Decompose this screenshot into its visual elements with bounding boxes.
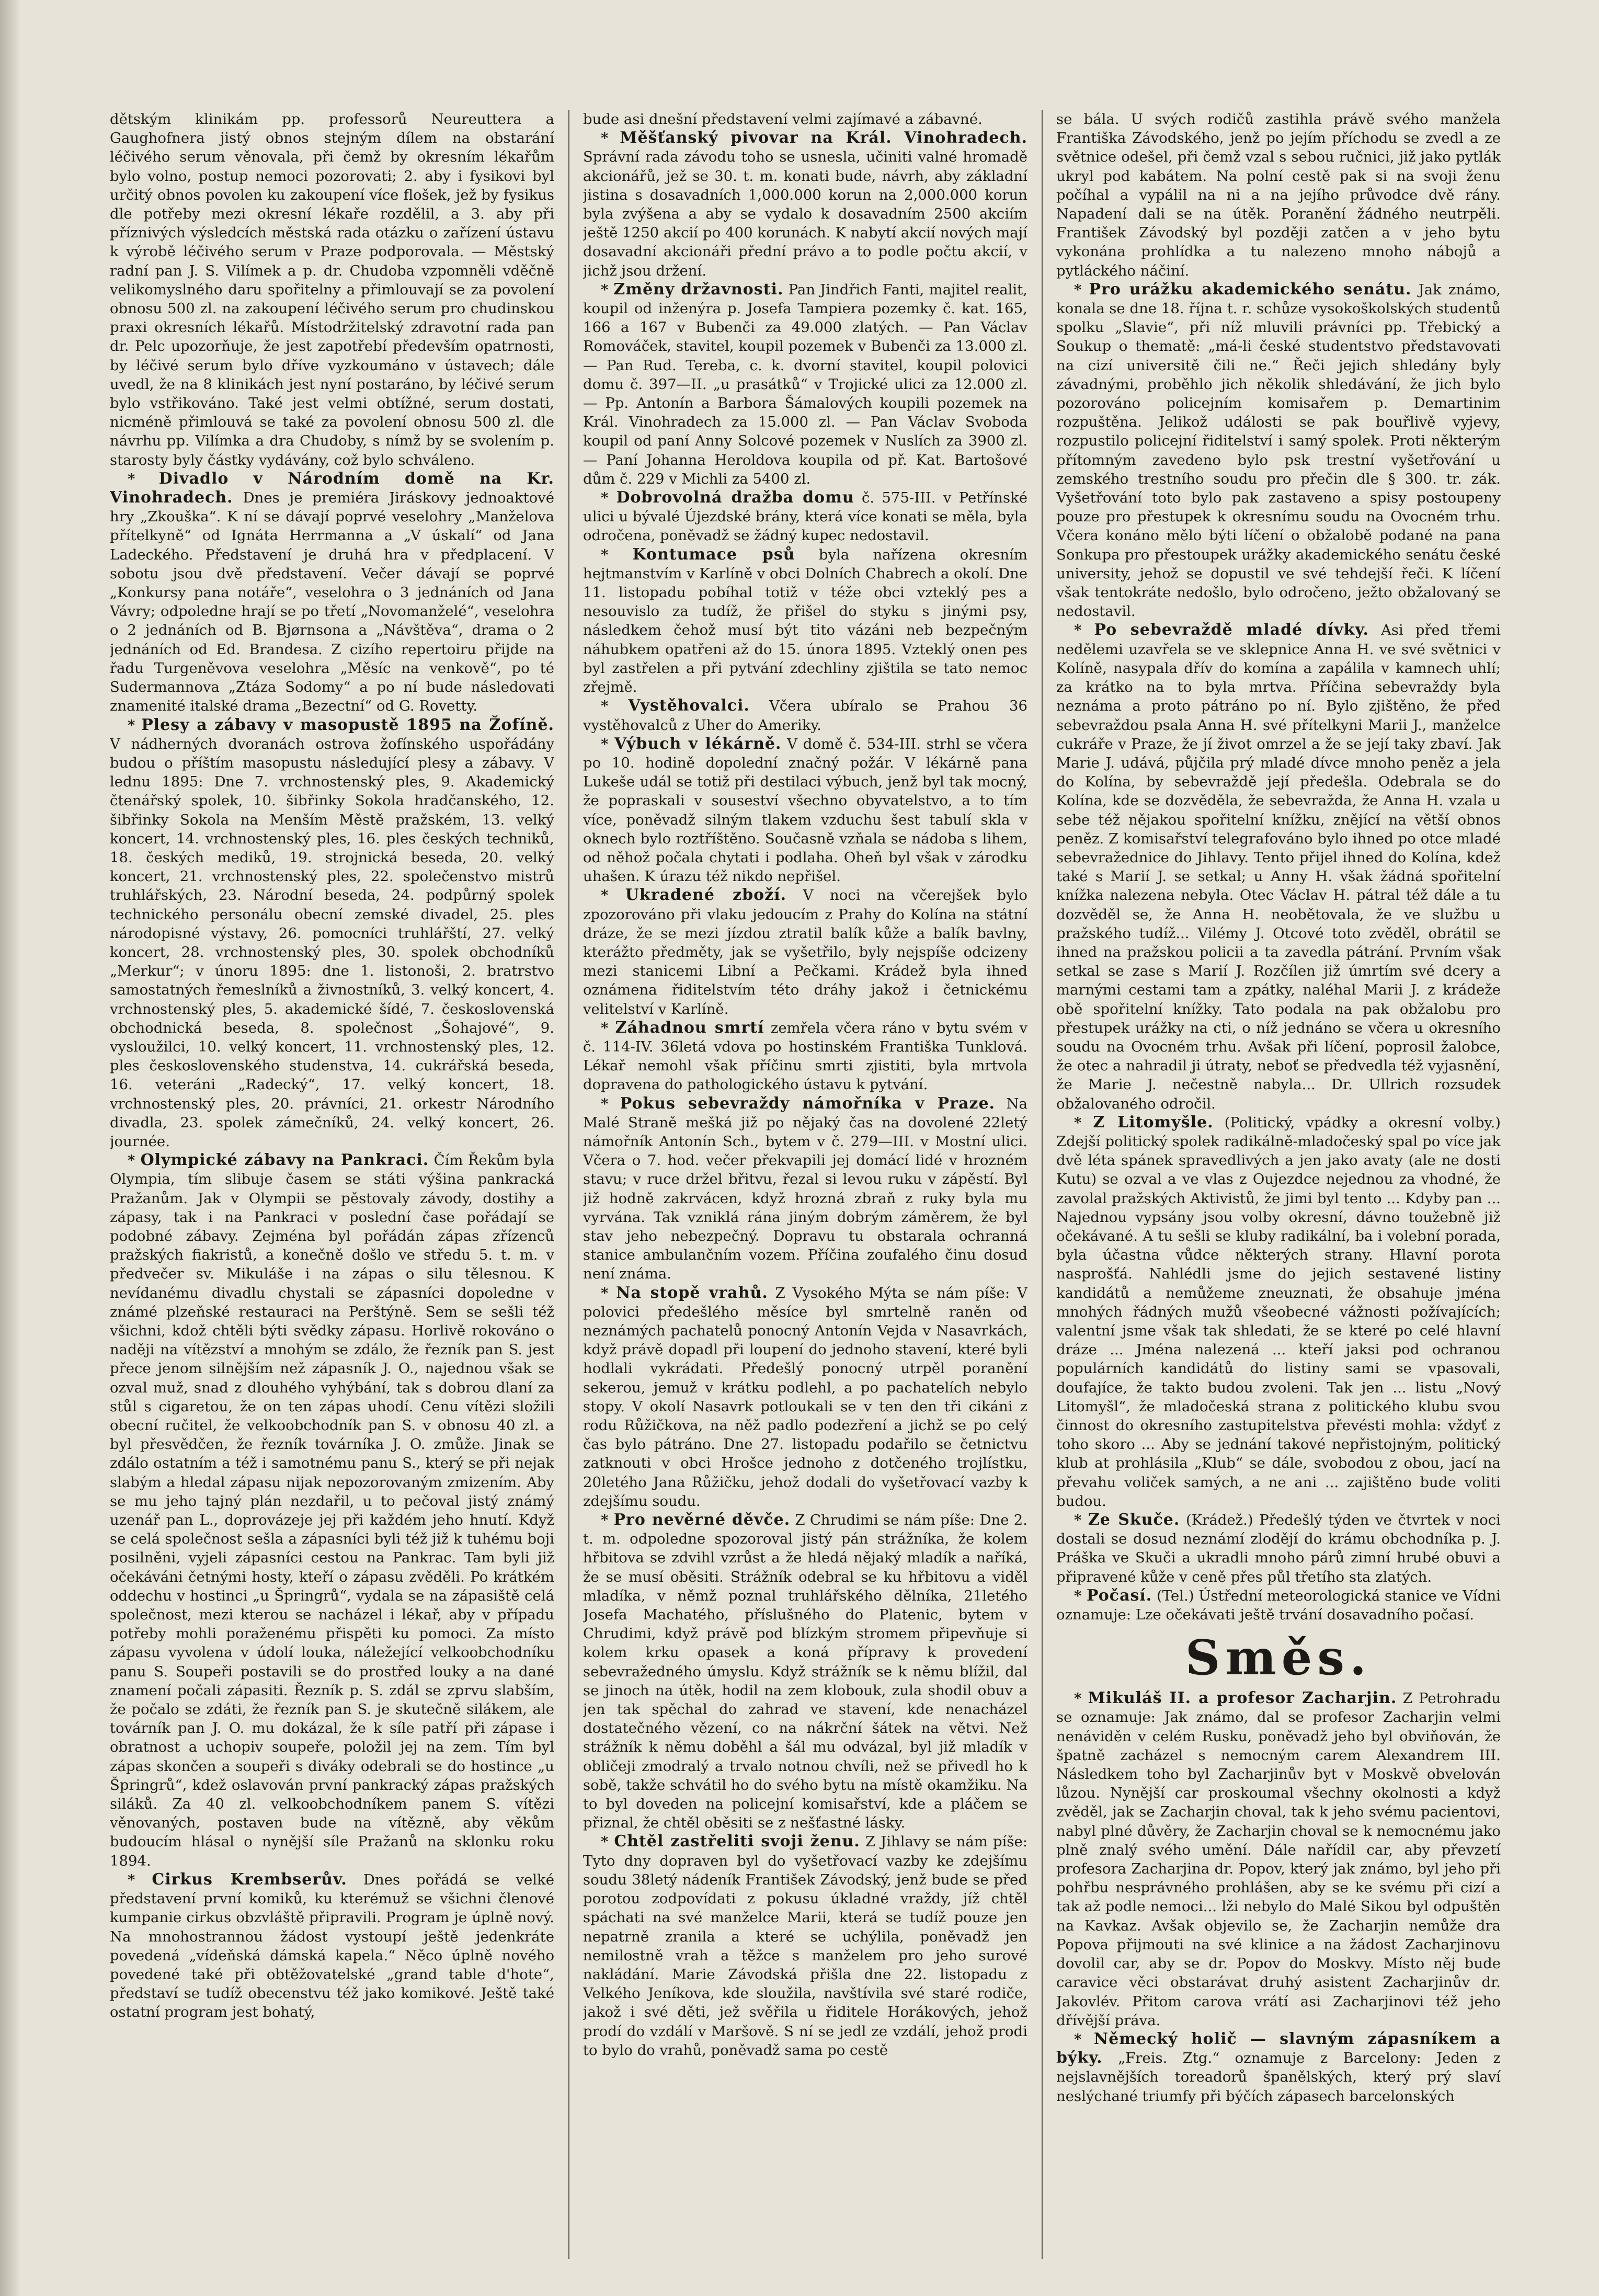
article-body: Čím Řekům byla Olympia, tím slibuje časem se státi výšina pankracká Pražanům. Jak v Olympii se pěstovaly závody, dostihy a zápasy, tak i na Pankraci v poslední čase pořádají se podobné zábavy. Zejména byl pořádán zápas zřízenců pražských fiakristů, a konečně došlo ve středu 5. t. m. v předvečer sv. Mikuláše i na zápas o silu tělesnou. K nevídanému divadlu chystali se zápasníci dopoledne v známé plzeňské restauraci na Perštýně. Sem se sešli též všichni, kdož chtěli býti svědky zápasu. Horlivě rokováno o naději na vítězství a mnohým se zdálo, že řezník pan S. jest přece jenom silnějším než zápasník J. O., najednou však se ozval muž, snad z dlouhého vyhýbání, tak s dobrou dlaní za stůl s cigaretou, že on ten zápas uhodí. Cenu vítězi složili obecní ručitel, že velkoobchodník pan S. v obnosu 40 zl. a byl přesvědčen, že řezník továrníka J. O. zmůže. Jinak se zdálo ostatním a též i samotnému panu S., který se při nejak slabým a hledal zápasu nijak nepozorovaným zmizením. Aby se mu jeho tajný plán nezdařil, u to pečoval jistý známý uzenář pan L., doprovázeje jej při každém jeho hnutí. Když se celá společnost sešla a zápasníci byli též již k tuhému boji posilněni, vyjeli zápasníci cestou na Pankrac. Tam byli již očekáváni četnými hosty, kteří o zápasu zvěděli. Po krátkém oddechu v hostinci „u Špringrů“, vydala se na zápasiště celá společnost, mezi kterou se nacházel i lékař, aby v případu potřeby mohli poraženému přispěti ku pomoci. Za místo zápasu vyvolena v údolí louka, náležející velkoobchodníku panu S. Soupeři postavili se do prostřed louky a na dané znamení počali zápasiti. Řezník p. S. zdál se zprvu slabším, že počalo se zdáti, že řezník pan S. je skutečně silákem, ale továrník pan J. O. mu dokázal, že k síle patří při zápase i obratnost a uchopiv soupeře, položil jej na zem. Tím byl zápas skončen a soupeři s diváky odebrali se do hostince „u Špringrů“, kdež oslavován první pankracký zápas pražských siláků. Za 40 zl. velkoobchodníkem panem S. vítězi věnovaných, postaven bude na vítězně, aby věkům budoucím hlásal o nynější síle Pražanů na sklonku roku 1894. — [110, 1152, 554, 1869]
article-headline: Na stopě vrahů. — [616, 1283, 768, 1302]
article-headline: Mikuláš II. a profesor Zacharjin. — [1088, 1689, 1397, 1708]
article-paragraph — [110, 716, 554, 1151]
article-marker: * — [601, 489, 616, 507]
article-paragraph — [1056, 1113, 1501, 1511]
article-marker: * — [601, 1019, 615, 1036]
article-paragraph — [583, 1019, 1027, 1094]
article-marker: * — [1074, 622, 1094, 639]
article-paragraph — [583, 696, 1027, 734]
news-article — [1056, 2030, 1501, 2106]
article-paragraph — [1056, 621, 1501, 1113]
article-paragraph — [1056, 1689, 1501, 2030]
news-article — [1056, 110, 1501, 280]
article-body: č. 575-III. v Petřínské ulici u bývalé Újezdské brány, která více konati se měla, byla odročena, poněvadž se žádný kupec nedostavil. — [583, 489, 1027, 544]
article-marker: * — [128, 1152, 141, 1169]
article-headline: Ukradené zboží. — [625, 886, 787, 905]
column-3 — [1056, 110, 1501, 2259]
news-article — [583, 1284, 1027, 1511]
news-article — [583, 545, 1027, 697]
column-1 — [110, 110, 554, 2259]
article-headline: Pokus sebevraždy námořníka v Praze. — [620, 1094, 996, 1113]
article-body: zemřela včera ráno v bytu svém v č. 114-IV. 36letá vdova po hostinském Františka Tunklová. Lékař nemohl však příčinu smrti zjistiti, byla mrtvola dopravena do pathologického ústavu k pytvání. — [583, 1019, 1027, 1093]
article-paragraph — [583, 886, 1027, 1018]
article-body: Z Petrohradu se oznamuje: Jak známo, dal se profesor Zacharjin velmi nenáviděn v celém Rusku, poněvadž jeho byl obviňován, že špatně zacházel s nemocným carem Alexandrem III. Následkem toho byl Zacharjinův byt v Moskvě obvelován lůzou. Nynější car proskoumal všechny okolnosti a když zvěděl, jak se Zacharjin choval, tak k jeho svému pacientovi, nabyl plné důvěry, že Zacharjin choval se k nemocnému jako plně znalý svého umění. Dále nařídil car, aby převzetí profesora Zacharjina dr. Popov, který jak známo, byl jeho při pohřbu nesprávného prohlášen, aby se ke svému při cizí a tak až podle nemoci... lži nebylo do Malé Sikou byl odpuštěn na Kavkaz. Avšak objevilo se, že Zacharjin nemůže dra Popova přijmouti na své klinice a na žádost Zacharjinovu dovolil car, aby se dr. Popov do Moskvy. Místo něj bude caravice věci obstarávat druhý asistent Zacharjinův dr. Jakovlév. Přitom carova vrátí asi Zacharjinovi též jeho dřívější práva. — [1056, 1690, 1501, 2029]
article-body: Správní rada závodu toho se usnesla, učiniti valné hromadě akcionářů, jež se 30. t. m. konati bude, návrh, aby základní jistina s dosavadních 1,000.000 korun na 2,000.000 korun byla zvýšena a aby se vydalo k dosavadním 2500 akciím ještě 1250 akcií po 400 korunách. K nabytí akcií nových mají dosavadní akcionáři přední právo a to podle počtu akcií, v jichž jsou držení. — [583, 149, 1027, 279]
news-article — [110, 1870, 554, 2022]
article-body: se bála. U svých rodičů zastihla právě svého manžela Františka Závodského, jenž po jejím příchodu se zvedl a ze světnice odešel, při čemž vzal s sebou ručnici, již jako pytlák ukryl pod kabátem. Na polní cestě pak si na svoji ženu počíhal a vypálil na ni a na jejího průvodce dvě rány. Napadení dali se na útěk. Poranění žádného neutrpěli. František Závodský byl později zatčen a v jeho bytu vykonána prohlídka a tu nalezeno mnoho nábojů a pytláckého náčiní. — [1056, 111, 1501, 279]
article-headline: Ze Skuče. — [1088, 1511, 1180, 1529]
article-headline: Dobrovolná dražba domu — [616, 488, 854, 507]
article-marker: * — [601, 698, 629, 715]
article-paragraph — [583, 280, 1027, 488]
article-marker: * — [601, 735, 614, 752]
article-headline: Divadlo v Národním domě na Kr. Vinohradech. — [110, 469, 554, 507]
article-paragraph — [1056, 280, 1501, 621]
article-body: Jak známo, konala se dne 18. října t. r. schůze vysokoškolských studentů spolku „Slavie“, při níž mluvili právníci pp. Třebický a Soukup o thematě: „má-li české studentstvo představovati na cizí universitě čili ne.“ Řeči jejich shledány byly závadnými, proběhlo jich několik shledávání, že jich bylo pozorováno policejním komisařem p. Demartinim rozpuštěna. Jelikož události se pak bouřlivě vyjevy, rozpustilo policejní řiditelství i samý spolek. Proti některým přítomným zavedeno bylo psk trestní vyšetřování u zemského trestního soudu pro přečin dle § 300. tr. zák. Vyšetřování toto bylo pak zastaveno a spisy postoupeny pouze pro přestupek k okresnímu soudu na Ovocném trhu. Včera konáno mělo býti líčení o obžalobě podané na pana Sonkupa pro přestoupek urážky akademického senátu české university, jehož se dopustil ve své tehdejší řeči. K líčení však tentokráte nedošlo, bylo odročeno, ježto obžalovaný se nedostavil. — [1056, 281, 1501, 620]
news-article — [1056, 280, 1501, 621]
article-marker: * — [601, 1284, 616, 1301]
article-headline: Vystěhovalci. — [628, 696, 750, 715]
article-paragraph — [110, 1870, 554, 2022]
article-marker: * — [1074, 281, 1089, 298]
column-rule — [568, 110, 569, 2259]
news-article — [110, 716, 554, 1151]
news-article — [583, 110, 1027, 129]
article-headline: Plesy a zábavy v masopustě 1895 na Žofíně. — [141, 715, 554, 734]
news-article — [110, 470, 554, 716]
article-marker: * — [1074, 1114, 1093, 1131]
article-marker: * — [1074, 1587, 1087, 1604]
article-paragraph — [110, 470, 554, 716]
column-2 — [583, 110, 1027, 2259]
news-article — [1056, 1586, 1501, 1624]
article-marker: * — [1074, 1512, 1088, 1529]
news-article — [1056, 1631, 1501, 1684]
article-headline: Pro nevěrné děvče. — [613, 1511, 791, 1529]
news-article — [583, 1511, 1027, 1832]
news-article — [1056, 1689, 1501, 2030]
article-paragraph — [1056, 1586, 1501, 1624]
article-marker: * — [128, 470, 159, 487]
article-marker: * — [601, 1095, 620, 1112]
article-headline: Z Litomyšle. — [1093, 1113, 1214, 1132]
news-article — [583, 1094, 1027, 1284]
article-paragraph — [583, 735, 1027, 886]
article-body: Dnes je premiéra Jiráskovy jednoaktové hry „Zkouška“. K ní se dávají poprvé veselohry „Manželova přítelkyně“ od Ignáta Herrmanna a „V úskalí“ od Jana Ladeckého. Představení je druhá hra v předplacení. V sobotu jsou dvě představení. Večer dávají se poprvé „Konkursy pana notáře“, veselohra o 3 jednáních od Jana Vávry; odpoledne hrají se po třetí „Novomanželé“, veselohra o 2 jednáních od B. Bjørnsona a „Návštěva“, drama o 2 jednáních od Ed. Brandesa. Z cizího repertoiru přijde na řadu Turgeněvova veselohra „Měsíc na venkově“, po té Sudermannova „Ztáza Sodomy“ a po ní bude následovati znamenité italské drama „Bezectní“ od G. Rovetty. — [110, 489, 554, 715]
article-body: byla nařízena okresním hejtmanstvím v Karlíně v obci Dolních Chabrech a okolí. Dne 11. listopadu pobíhal totiž v téže obci vzteklý pes a nesouvislo za tudíž, že přišel do styku s jinými psy, následkem čehož musí být tito vázáni neb bezpečným náhubkem opatřeni až do 15. února 1895. Vzteklý onen pes byl zastřelen a při pytvání zdechliny zjištila se tato nemoc zřejmě. — [583, 546, 1027, 696]
article-paragraph — [583, 1284, 1027, 1511]
article-marker: * — [1074, 1690, 1088, 1707]
article-headline: Počasí. — [1087, 1586, 1152, 1605]
article-marker: * — [601, 887, 625, 904]
news-article — [583, 280, 1027, 488]
article-headline: Chtěl zastřeliti svoji ženu. — [614, 1832, 860, 1851]
news-article — [583, 488, 1027, 545]
article-body: Dnes pořádá se velké představení první komiků, ku kterémuž se všichni členové kumpanie cirkus obzvláště připravili. Program je úplně nový. Na mnohostrannou žádost vystoupí ještě jedenkráte povedená „vídeňská dámská kapela.“ Něco úplně nového povedené také při obtěžovatelské „grand table d'hote“, představí se tudíž obecenstvu též jako komikové. Ještě také ostatní program jest bohatý, — [110, 1871, 554, 2021]
article-paragraph — [1056, 110, 1501, 280]
news-article — [583, 886, 1027, 1018]
article-marker: * — [128, 1871, 152, 1888]
article-paragraph — [583, 110, 1027, 129]
article-paragraph — [583, 129, 1027, 280]
article-paragraph — [110, 110, 554, 470]
article-headline: Olympické zábavy na Pankraci. — [140, 1151, 429, 1170]
article-paragraph — [1056, 2030, 1501, 2106]
newspaper-page — [110, 110, 1532, 2259]
article-body: Včera ubíralo se Prahou 36 vystěhovalců z Uher do Ameriky. — [583, 698, 1027, 734]
article-paragraph — [583, 545, 1027, 697]
article-body: (Krádež.) Předešlý týden ve čtvrtek v noci dostali se dosud neznámí zlodějí do krámu obchodníka p. J. Práška ve Skuči a ukradli mnoho párů zimní hrubé obuvi a připravené kůže v ceně přes půl třetího sta zlatých. — [1056, 1512, 1501, 1585]
news-article — [1056, 1113, 1501, 1511]
article-body: Na Malé Straně mešká již po nějaký čas na dovolené 22letý námořník Antonín Sch., bytem v č. 279—III. v Mostní ulici. Včera o 7. hod. večer překvapili jej domácí lidé v hrozném stavu; v ruce držel břitvu, řezal si levou ruku v zápěstí. Byl již hodně zakrvácen, když hrozná zbraň z ruky byla mu vyrvána. Tak vzniklá rána jiným dobrým záměrem, že byl stav jeho nebezpečný. Dopravu tu obstarala ochranná stanice ambulančním vozem. Příčina zoufalého činu dosud není známa. — [583, 1095, 1027, 1283]
article-paragraph — [583, 488, 1027, 545]
article-paragraph — [583, 1094, 1027, 1284]
article-headline: Pro urážku akademického senátu. — [1089, 280, 1412, 299]
article-body: Z Vysokého Mýta se nám píše: V polovici předešlého měsíce byl smrtelně raněn od neznámých pachatelů ponocný Antonín Vejda v Nasavrkách, když právě dopadl při loupení do jednoho stavení, které byli hodlali vykrádati. Předešlý ponocný utrpěl poranění sekerou, jemuž v krátku podlehl, a po pachatelích nebylo stopy. V okolí Nasavrk potloukali se v ten den tři cikáni z rodu Růžičkova, na něž padlo podezření a jichž se po celý čas bylo pátráno. Dne 27. listopadu podařilo se četnictvu zatknouti v obci Hrošce jednoho z dotčeného trojlístku, 20letého Jana Růžičku, jehož dodali do vyšetřovací vazby k zdejšímu soudu. — [583, 1284, 1027, 1510]
article-headline: Změny državnosti. — [613, 280, 784, 299]
article-paragraph — [1056, 1511, 1501, 1586]
article-body: Asi před třemi nedělemi uzavřela se ve sklepnice Anna H. ve své světnici v Kolíně, nasypala dřív do komína a zapálila v kamnech uhlí; za krátko na to byla mrtva. Příčina sebevraždy byla neznáma a proto pátráno po ní. Bylo zjištěno, že před sebevraždou psala Anna H. své přítelkyni Marii J., manželce cukráře v Praze, že jí život omrzel a že se její taky zbaví. Jak Marie J. udává, půjčila prý mladé dívce mnoho peněz a jela do Kolína, by sebevraždě její předešla. Odebrala se do Kolína, kde se dozvěděla, že sebevražda, že Anna H. vzala u sebe též nějakou spořitelní knížku, znějící na větší obnos peněz. Z komisařství telegrafováno bylo ihned po otce mladé sebevražednice do Jihlavy. Tento přijel ihned do Kolína, kdež také s Marií J. se setkal; u Anny H. však žádná spořitelní knížka nalezena nebyla. Otec Václav H. pátral též dále a tu dozvěděl se, že Anna H. neobětovala, že ve službu u pražského tudíž... Vilémy J. Otcové toto zvěděl, obrátil se ihned na pražskou policii a ta zavedla pátrání. Prvním však setkal se zase s Marií J. Rozčílen již úmrtím své dcery a marnými cestami tam a zpátky, naléhal Marii J. z krádeže obě spořitelní knížky. Tato podala na pak obžalobu pro přestupek urážky na cti, o níž jednáno se včera u okresního soudu na Ovocném trhu. Avšak při líčení, poprosil žalobce, že otec a nahradil ji útraty, neboť se předvedla též vyjasnění, že Marie J. nečestně nabyla... Dr. Ullrich rozsudek obžalovaného odročil. — [1056, 622, 1501, 1112]
article-headline: Výbuch v lékárně. — [614, 734, 782, 753]
article-body: Z Chrudimi se nám píše: Dne 2. t. m. odpoledne spozoroval jistý pán strážníka, že kolem hřbitova se zdvihl vzrůst a že hledá nějaký mladík a naříká, že se musí oběsiti. Strážník odebral se ku hřbitovu a viděl mladíka, v němž poznal truhlářského dělníka, 21letého Josefa Machatého, příslušného do Platenic, bytem v Chrudimi, když právě pod blízkým stromem připevňuje si kolem krku opasek a koná přípravy k provedení sebevražedného úmyslu. Když strážník se k němu blížil, dal se jinoch na útěk, hodil na zem klobouk, zula shodil obuv a jen tak spěchal do zahrad ve stavení, kde nenacházel dostatečného vězení, co na nákrční šátek na větvi. Než strážník k němu doběhl a šál mu odvázal, byl již mladík v obličeji zmodralý a trvalo notnou chvíli, než se přivedl ho k sobě, takže schvátil ho do svého bytu na místě okamžiku. Na to byl doveden na policejní komisařství, kde a pláčem se přiznal, že chtěl oběsiti se z nešťastné lásky. — [583, 1512, 1027, 1832]
article-paragraph — [583, 1832, 1027, 2059]
news-article — [1056, 621, 1501, 1113]
article-marker: * — [601, 130, 620, 147]
article-marker: * — [601, 546, 633, 563]
article-marker: * — [1074, 2030, 1094, 2048]
article-headline: Cirkus Krembserův. — [152, 1870, 347, 1889]
article-headline: Německý holič — slavným zápasníkem a býky. — [1056, 2029, 1501, 2067]
news-article — [1056, 1511, 1501, 1586]
article-marker: * — [601, 1512, 614, 1529]
article-body: bude asi dnešní představení velmi zajímavé a zábavné. — [583, 111, 983, 128]
page-binding-shadow — [0, 0, 21, 2296]
article-marker: * — [601, 281, 614, 298]
section-title: Směs. — [1185, 1629, 1372, 1686]
article-paragraph — [110, 1151, 554, 1870]
article-body: (Tel.) Ústřední meteorologická stanice ve Vídni oznamuje: Lze očekávati ještě trvání dosavadního počasí. — [1056, 1587, 1501, 1624]
article-marker: * — [128, 716, 142, 734]
news-article — [583, 1832, 1027, 2059]
news-article — [583, 735, 1027, 886]
article-body: V nádherných dvoranách ostrova žofínského uspořádány budou o příštím masopustu následující plesy a zábavy. V lednu 1895: Dne 7. vrchnostenský ples, 9. Akademický čtenářský spolek, 10. šibřinky Sokola hradčanského, 12. šibřinky Sokola na Menším Městě pražském, 13. velký koncert, 14. vrchnostenský ples, 16. ples českých techniků, 18. českých mediků, 19. strojnická beseda, 20. velký koncert, 21. vrchnostenský ples, 22. společenstvo mistrů truhlářských, 23. Národní beseda, 24. podpůrný spolek technického personálu obecní zemské divadel, 25. ples národopisné výstavy, 26. pomocníci truhlářští, 27. velký koncert, 28. vrchnostenský ples, 30. spolek obchodníků „Merkur“; v únoru 1895: dne 1. listonoši, 2. bratrstvo samostatných řemeslníků a živnostníků, 3. velký koncert, 4. vrchnostenský ples, 5. akademické šídé, 7. československá obchodnická beseda, 8. společnost „Šohajové“, 9. vysloužilci, 10. velký koncert, 11. vrchnostenský ples, 12. ples československého studenstva, 14. cukrářská beseda, 16. veteráni „Radecký“, 17. velký koncert, 18. vrchnostenský ples, 20. právníci, 21. orkestr Národního divadla, 23. spolek zámečníků, 24. velký koncert, 26. journée. — [110, 735, 554, 1150]
article-body: Pan Jindřich Fanti, majitel realit, koupil od inženýra p. Josefa Tampiera pozemky č. kat. 165, 166 a 167 v Bubenči za 49.000 zlatých. — Pan Václav Romováček, stavitel, koupil pozemek v Bubenči za 13.000 zl. — Pan Rud. Tereba, c. k. dvorní stavitel, koupil polovici domu č. 397—II. „u prasátků“ v Trojické ulici za 12.000 zl. — Pp. Antonín a Barbora Šámalových koupili pozemek na Král. Vinohradech za 15.000 zl. — Pan Václav Svoboda koupil od paní Anny Solcové pozemek v Nuslích za 3900 zl. — Paní Johanna Heroldova koupila od př. Kat. Bartošové dům č. 229 v Michli za 5400 zl. — [583, 281, 1027, 487]
article-headline: Po sebevraždě mladé dívky. — [1094, 621, 1369, 639]
article-body: (Politický, vpádky a okresní volby.) Zdejší politický spolek radikálně-mladočeský spal po více jak dvě léta spánek spravedlivých a jen jako avaty (ale ne dosti Kutu) se ozval a ve vlas z Oujezdce nejednou za vhodné, že zavolal pražských Aktivistů, že jimi byl tento ... Kdyby pan ... Najednou vypsány jsou volby okresní, dávno toužebně již očekávané. A tu sešli se kluby radikální, ba i volební porada, byla účastna vůdce některých strany. Hlavní porota nasprošťá. Nahlédli jsme do jejich sestavené listiny kandidátů a nemůžeme zneuznati, že obsahuje jména mnohých řádných mužů všeobecné vážnosti požívajících; valentní jsme však tak shledati, že se které po celé hlavní dráze ... Jména nalezená ... kteří jaksi pod ochranou populárních kandidátů do listiny sami se vpasovali, doufajíce, že takto budou zvoleni. Tak jen ... listu „Nový Litomyšl“, že mladočeská strana z politického klubu svou činnost do okresního zastupitelstva převésti mohla: vždyť z toho skoro ... Aby se jednání takové nepřistojným, politický klub at prohlásila „Klub“ se dále, svobodou z obou, jací na převahu voliček samých, a ne ani ... zajištěno bude voliti budou. — [1056, 1114, 1501, 1510]
news-article — [583, 696, 1027, 734]
article-headline: Záhadnou smrtí — [615, 1018, 764, 1037]
news-article — [110, 110, 554, 470]
article-marker: * — [601, 1833, 614, 1850]
article-body: V domě č. 534-III. strhl se včera po 10. hodině dopolední značný požár. V lékárně pana Lukeše udál se totiž při destilaci výbuch, jenž byl tak mocný, že popraskali v souseství všechno obyvatelstvo, a to tím více, poněvadž silným tlakem vzduchu šest tabulí skla v oknech bylo roztříštěno. Současně vzňala se nádoba s lihem, od něhož počala chytati i podlaha. Oheň byl však v zárodku uhašen. K úrazu též nikdo nepřišel. — [583, 735, 1027, 885]
article-body: V noci na včerejšek bylo zpozorováno při vlaku jedoucím z Prahy do Kolína na státní dráze, že se mezi jízdou ztratil balík kůže a balík bavlny, kterážto předměty, jak se vyšetřilo, byly nejspíše odcizeny mezi stanicemi Libní a Pečkami. Krádež byla ihned oznámena řiditelstvím této dráhy jakož i četnickému velitelství v Karlíně. — [583, 887, 1027, 1018]
column-rule — [1042, 110, 1043, 2259]
news-article — [583, 129, 1027, 280]
article-body: „Freis. Ztg.“ oznamuje z Barcelony: Jeden z nejslavnějších toreadorů španělských, který prý slaví neslýchané triumfy při býčích zápasech barcelonských — [1056, 2050, 1501, 2105]
article-body: Z Jihlavy se nám píše: Tyto dny dopraven byl do vyšetřovací vazby ke zdejšímu soudu 38letý nádeník František Závodský, jenž bude se před porotou zodpovídati z pokusu úkladné vraždy, jíž chtěl spáchati na své manželce Marii, která se tudíž pouze jen nepatrně zranila a které se uchýlila, poněvadž jen nemilostně vrah a těžce s manželem pro jeho surové nakládání. Marie Závodská přišla dne 22. listopadu z Velkého Jeníkova, kde sloužila, navštívila své staré rodiče, jakož i své děti, jež svěřila u řiditele Horákových, jehož prodí do vzdálí v Maršově. S ní se jedl ze vzdálí, jehož prodi to bylo do vrahů, poněvadž sama po cestě — [583, 1833, 1027, 2059]
article-paragraph — [583, 1511, 1027, 1832]
news-article — [583, 1019, 1027, 1094]
article-body: dětským klinikám pp. professorů Neureuttera a Gaughofnera jistý obnos stejným dílem na obstarání léčivého serum věnovala, při čemž by okresním lékařům bylo volno, postup nemoci pozorovati; 2. aby i fysikovi byl určitý obnos povolen ku zakoupení více flošek, jež by fysikus dle potřeby mezi okresní lékaře rozdělil, a 3. aby při příznivých výsledcích městská rada otázku o zařízení ústavu k výrobě léčivého serum v Praze podporovala. — Městský radní pan J. S. Vilímek a p. dr. Chudoba vzpomněli vděčně velikomyslného daru spořitelny a přimlouvají se za povolení obnosu 500 zl. na zakoupení léčivého serum pro chudinskou praxi okresních lékařů. Místodržitelský zdravotní rada pan dr. Pelc upozorňuje, že jest zapotřebí především opatrnosti, by léčivé serum bylo dříve vyzkoumáno v ústavech; dále uvedl, že na 8 klinikách jest nyní postaráno, by léčivé serum bylo vstřikováno. Také jest velmi obtížné, serum dostati, nicméně přimlouvá se také za povolení obnosu 500 zl. dle návrhu pp. Vilímka a dra Chudoby, s nímž by se svolením p. starosty byly částky vydávány, což bylo schváleno. — [110, 111, 554, 469]
news-article — [110, 1151, 554, 1870]
article-headline: Kontumace psů — [632, 545, 795, 564]
article-headline: Měšťanský pivovar na Král. Vinohradech. — [620, 129, 1027, 147]
